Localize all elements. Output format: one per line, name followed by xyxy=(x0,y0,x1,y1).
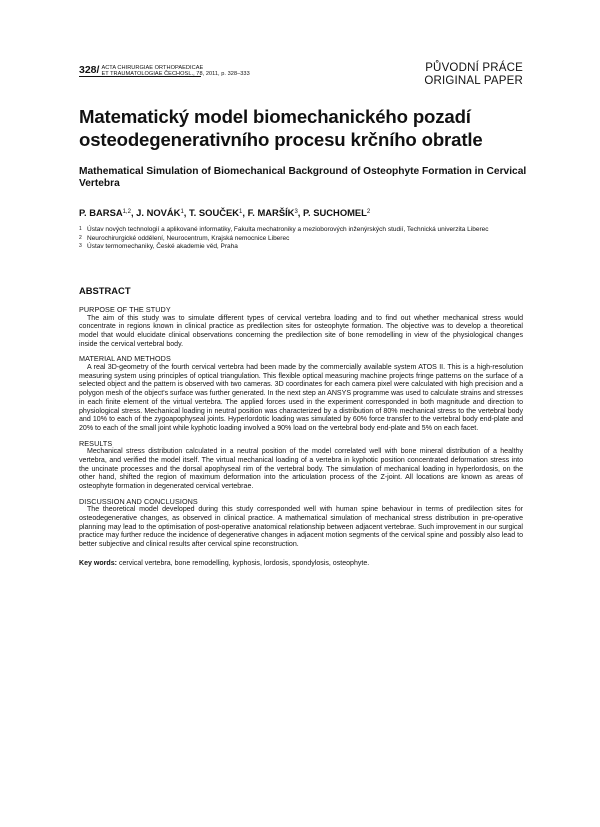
affiliation-text: Ústav nových technologií a aplikované informatiky, Fakulta mechatroniky a mezioborových inženýrských studií, Technická univerzita Liberec xyxy=(87,226,489,233)
abstract-heading: ABSTRACT xyxy=(79,285,131,296)
author-affiliation-ref: 2 xyxy=(366,209,371,215)
author-separator: , xyxy=(130,207,137,218)
affiliation xyxy=(79,243,519,252)
abstract-section-results xyxy=(79,440,523,492)
article-title: Matematický model biomechanického pozadí osteodegenerativního procesu krčního obratle xyxy=(79,106,483,150)
affiliation xyxy=(79,235,519,244)
author-affiliation-ref: 1 xyxy=(239,209,243,215)
section-heading: DISCUSSION AND CONCLUSIONS xyxy=(79,496,198,506)
affiliation-number: 3 xyxy=(79,243,82,250)
section-text: A real 3D-geometry of the fourth cervical vertebra had been made by the commercially available system ATOS II. This is a high-resolution measuring system using principles of optical triangulation. This flexible optical measuring machine projects fringe patterns on the surface of a selected object and the pattern is observed with two cameras. 3D coordinates for each camera pixel were calculated with high precision and a polygon mesh of the object's surface was further generated. In the next step an ANSYS programme was used to calculate strains and stresses in each finite element of the virtual vertebra. The applied forces used in the experiment corresponded in both magnitude and direction to physiological stress. Mechanical loading in neutral position was characterized by a distribution of 80% mechanical stress to the vertebral body and 10% to each of the zygoapophyseal joints. Hyperlordotic loading was simulated by 60% force transfer to the vertebral body end-plate and 20% to each of the small joint while kyphotic loading involved a 90% load on the vertebral body end-plate and 5% on each facet. xyxy=(79,364,523,432)
section-text: The theoretical model developed during this study corresponded well with human spine behaviour in terms of predilection sites for osteodegenerative changes, as observed in clinical practice. A mathematical simulation of mechanical stress distribution in pre-operative planning may lead to the optimisation of post-operative anatomical relationship between adjacent vertebrae. Such improvement in our surgical practice may further reduce the incidence of degenerative changes in adjacent motion segments of the cervical spine and possibly also lead to better subjective and clinical results after cervical spine reconstruction. xyxy=(79,506,523,549)
section-heading: PURPOSE OF THE STUDY xyxy=(79,305,171,314)
author-list xyxy=(79,206,529,219)
author-name: T. SOUČEK xyxy=(189,207,240,218)
article-type-en: ORIGINAL PAPER xyxy=(424,74,523,87)
author-separator: , xyxy=(183,207,189,218)
article-type-cz: PŮVODNÍ PRÁCE xyxy=(425,62,523,74)
article-subtitle: Mathematical Simulation of Biomechanical Background of Osteophyte Formation in Cervical Vertebra xyxy=(79,166,527,190)
author xyxy=(189,207,248,218)
header-rule xyxy=(79,76,201,77)
page-number: 328/ xyxy=(79,64,100,76)
affiliation-list xyxy=(79,226,519,252)
affiliation-text: Neurochirurgické oddělení, Neurocentrum, Krajská nemocnice Liberec xyxy=(87,234,290,242)
author xyxy=(79,207,136,218)
abstract-section-purpose xyxy=(79,306,523,349)
author-affiliation-ref: 1,2 xyxy=(122,209,131,215)
affiliation xyxy=(79,226,519,235)
author-affiliation-ref: 1 xyxy=(180,209,184,215)
author-affiliation-ref: 3 xyxy=(294,209,298,215)
abstract xyxy=(79,285,523,568)
author-name: J. NOVÁK xyxy=(136,207,181,218)
affiliation-text: Ústav termomechaniky, České akademie věd, Praha xyxy=(87,243,238,251)
keywords-label: Key words: xyxy=(79,559,117,567)
affiliation-number: 1 xyxy=(79,226,82,232)
author xyxy=(248,207,303,218)
author-name: P. BARSA xyxy=(79,207,123,218)
journal-line-2: ET TRAUMATOLOGIAE ČECHOSL., 78, 2011, p. 328–333 xyxy=(101,71,250,78)
section-heading: RESULTS xyxy=(79,438,113,448)
running-header xyxy=(79,62,523,92)
author-name: P. SUCHOMEL xyxy=(303,207,367,218)
abstract-section-methods xyxy=(79,355,523,433)
author-name: F. MARŠÍK xyxy=(247,207,295,218)
journal-line-1: ACTA CHIRURGIAE ORTHOPAEDICAE xyxy=(101,65,204,71)
author-separator: , xyxy=(297,207,304,218)
author xyxy=(303,207,370,218)
abstract-section-discussion xyxy=(79,498,523,550)
article-type xyxy=(424,62,523,87)
section-text: Mechanical stress distribution calculated in a neutral position of the model correlated well with bone mineral distribution of a healthy vertebra, and verified the model itself. The virtual mechanical loading of a vertebra in kyphotic position concentrated deformation stress into the uncinate processes and the dorsal apophyseal rim of the vertebral body. The simulation of mechanical loading in hyperlordosis, on the other hand, shifted the region of maximum deformation into the articulation process of the Z-joint. All locations are known as areas of osteophyte formation in degenerated cervical vertebrae. xyxy=(79,448,523,491)
keywords-list: cervical vertebra, bone remodelling, kyphosis, lordosis, spondylosis, osteophyte. xyxy=(118,559,370,567)
keywords xyxy=(79,559,523,568)
affiliation-number: 2 xyxy=(79,234,82,241)
author-separator: , xyxy=(242,207,248,218)
section-heading: MATERIAL AND METHODS xyxy=(79,354,171,364)
author xyxy=(136,207,189,218)
section-text: The aim of this study was to simulate different types of cervical vertebra loading and to find out whether mechanical stress would concentrate in regions known in clinical practice as predilection sites for osteophyte formation. The objective was to develop a theoretical model that would elucidate clinical observations concerning the predilection site of bone remodelling in view of the physiological changes inside the cervical vertebral body. xyxy=(79,314,523,348)
